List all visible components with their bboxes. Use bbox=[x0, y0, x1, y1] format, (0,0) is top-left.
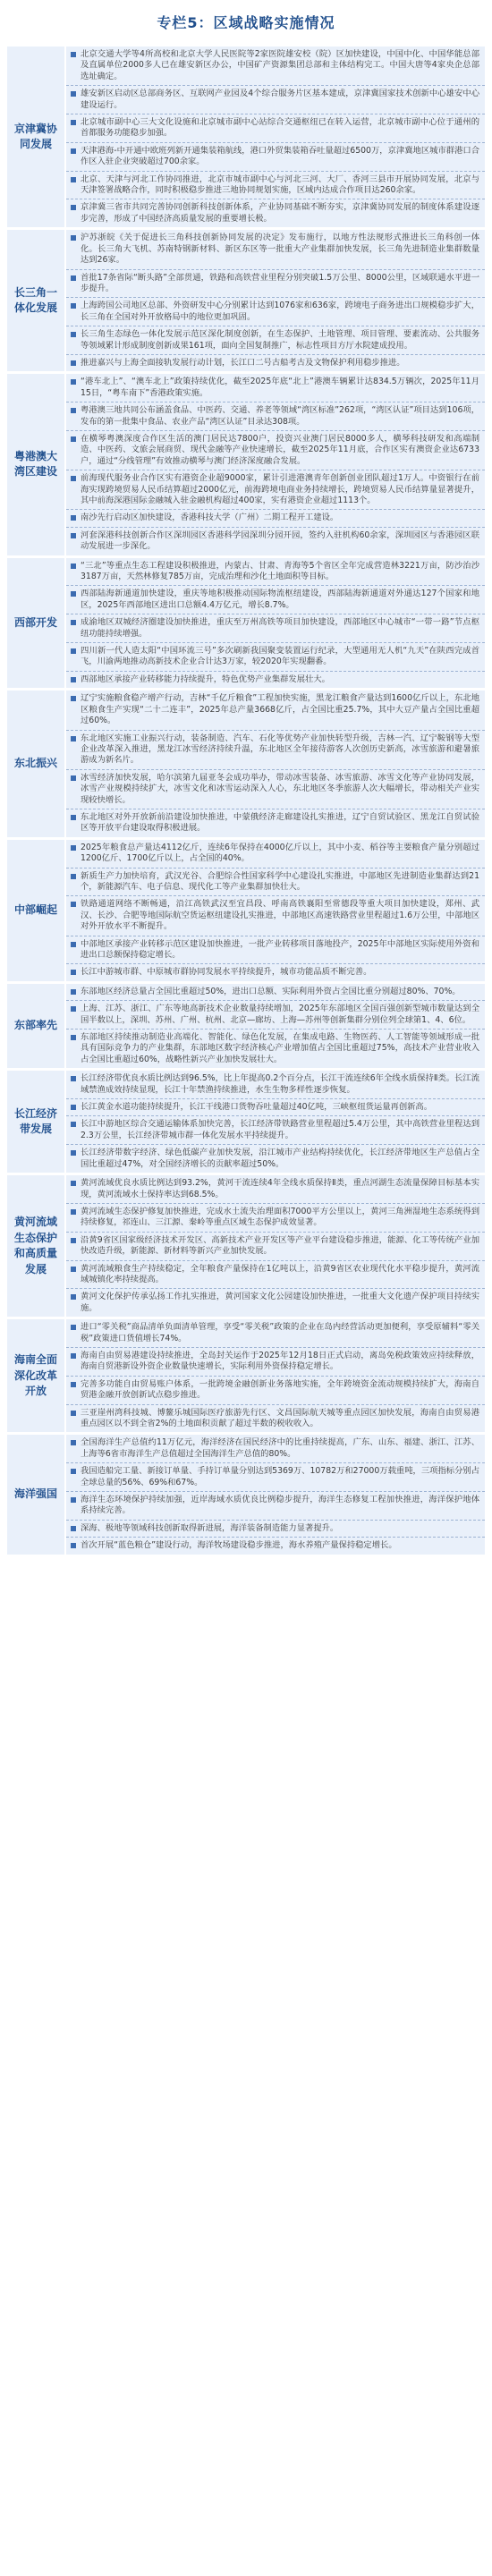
section-items bbox=[66, 374, 485, 555]
square-bullet-icon bbox=[71, 1150, 76, 1156]
region-section bbox=[7, 47, 485, 227]
list-item bbox=[66, 1145, 485, 1173]
section-label: 海南全面深化改革开放 bbox=[7, 1319, 66, 1432]
list-item-text: 前海现代服务业合作区实有港资企业超9000家，累计引进港澳青年创新创业团队超过1万人。中资银行在前海实现跨境贸易人民币结算超过2000亿元，前海跨境电商业务持续增长，跨境贸易人民币结算量显著提升，其中前海深港国际金融城入驻金融机构超过400家，实有港资企业超过1113个。 bbox=[81, 473, 479, 505]
list-item-text: 河套深港科技创新合作区深圳园区香港科学园深圳分园开园，签约入驻机构60余家，深圳园区与香港园区联动发展进一步深化。 bbox=[81, 530, 479, 552]
list-item-text: 长江中游城市群、中原城市群协同发展水平持续提升，城市功能品质不断完善。 bbox=[81, 967, 372, 978]
square-bullet-icon bbox=[71, 1469, 76, 1474]
list-item bbox=[66, 298, 485, 326]
list-item bbox=[66, 643, 485, 672]
square-bullet-icon bbox=[71, 379, 76, 385]
list-item bbox=[66, 510, 485, 527]
list-item-text: 海洋生态环境保护持续加强，近岸海域水质优良比例稳步提升，海洋生态修复工程加快推进，海洋保护地体系持续完善。 bbox=[81, 1495, 479, 1516]
list-item bbox=[66, 431, 485, 470]
list-item bbox=[66, 47, 485, 86]
square-bullet-icon bbox=[71, 1440, 76, 1445]
list-item bbox=[66, 326, 485, 355]
list-item bbox=[66, 1175, 485, 1204]
square-bullet-icon bbox=[71, 942, 76, 947]
square-bullet-icon bbox=[71, 1122, 76, 1127]
region-section bbox=[7, 371, 485, 555]
column-title: 专栏5：区域战略实施情况 bbox=[157, 14, 335, 31]
square-bullet-icon bbox=[71, 1181, 76, 1186]
square-bullet-icon bbox=[71, 52, 76, 57]
list-item-text: 西部陆海新通道加快建设，重庆等地积极推动国际物流枢纽建设，西部陆海新通道对外通达127个国家和地区，2025年西部地区进出口总额4.4万亿元，增长8.7%。 bbox=[81, 589, 479, 610]
square-bullet-icon bbox=[71, 120, 76, 125]
list-item-text: 深海、极地等领域科技创新取得新进展，海洋装备制造能力显著提升。 bbox=[81, 1522, 339, 1533]
region-section bbox=[7, 688, 485, 836]
square-bullet-icon bbox=[71, 677, 76, 682]
square-bullet-icon bbox=[71, 1411, 76, 1416]
list-item-text: 在横琴粤澳深度合作区生活的澳门居民达7800户，投资兴业澳门居民8000多人，横琴科技研发和高端制造、中医药、文旅会展商贸、现代金融等产业快速增长，截至2025年11月底，合作区实有澳资企业达6733户，通过“分线管理”有效推动横琴与澳门经济深度融合发展。 bbox=[81, 433, 479, 466]
list-item-text: 北京城市副中心三大文化设施和北京城市副中心站综合交通枢纽已在转入运营，北京城市副中心位于通州的首都服务功能稳步加强。 bbox=[81, 117, 479, 139]
list-item bbox=[66, 114, 485, 143]
list-item bbox=[66, 1405, 485, 1433]
square-bullet-icon bbox=[71, 736, 76, 741]
list-item bbox=[66, 470, 485, 510]
list-item-text: 铁路通道网络不断畅通，沿江高铁武汉至宜昌段、呼南高铁襄阳至常德段等重大项目加快建设，郑州、武汉、长沙、合肥等地国际航空货运枢纽建设扎实推进，中部地区高速铁路营业里程超过1.6万公里，中部地区对外开放水平不断提升。 bbox=[81, 899, 479, 932]
square-bullet-icon bbox=[71, 970, 76, 975]
square-bullet-icon bbox=[71, 620, 76, 625]
list-item bbox=[66, 770, 485, 809]
list-item-text: 四川新一代人造太阳“中国环流三号”多次刷新我国聚变装置运行纪录，大型通用无人机“九天”在陕西完成首飞，川渝两地推动高新技术企业合计达3万家，较2020年实现翻番。 bbox=[81, 646, 479, 667]
list-item bbox=[66, 984, 485, 1001]
region-section bbox=[7, 837, 485, 981]
section-label: 京津冀协同发展 bbox=[7, 47, 66, 227]
list-item-text: 东北地区对外开放新前沿建设加快推进，中蒙俄经济走廊建设扎实推进，辽宁自贸试验区、黑龙江自贸试验区等开放平台建设取得积极进展。 bbox=[81, 811, 479, 834]
list-item bbox=[66, 230, 485, 269]
list-item bbox=[66, 1289, 485, 1317]
region-section bbox=[7, 1432, 485, 1554]
list-item-text: 中部地区承接产业转移示范区建设加快推进，一批产业转移项目落地投产，2025年中部地区实际使用外资和进出口总额保持稳定增长。 bbox=[81, 938, 479, 960]
list-item bbox=[66, 1538, 485, 1554]
square-bullet-icon bbox=[71, 1543, 76, 1548]
list-item bbox=[66, 964, 485, 980]
list-item bbox=[66, 1001, 485, 1030]
list-item bbox=[66, 1463, 485, 1492]
list-item-text: 成渝地区双城经济圈建设加快推进，重庆至万州高铁等项目加快建设，西部地区中心城市“一带一路”节点枢纽功能持续增强。 bbox=[81, 617, 479, 639]
square-bullet-icon bbox=[71, 1076, 76, 1081]
list-item bbox=[66, 809, 485, 837]
square-bullet-icon bbox=[71, 1035, 76, 1040]
section-items bbox=[66, 840, 485, 981]
region-section bbox=[7, 1068, 485, 1173]
list-item bbox=[66, 586, 485, 614]
list-item-text: 东部地区持续推动制造业高端化、智能化、绿色化发展，在集成电路、生物医药、人工智能等领域形成一批具有国际竞争力的产业集群，东部地区数字经济核心产业增加值占全国比重超过75%，高技术产业营业收入占全国比重超过60%，战略性新兴产业加快发展壮大。 bbox=[81, 1032, 479, 1064]
list-item bbox=[66, 1348, 485, 1377]
square-bullet-icon bbox=[71, 696, 76, 701]
list-item bbox=[66, 672, 485, 688]
section-label: 长江经济带发展 bbox=[7, 1071, 66, 1173]
list-item bbox=[66, 143, 485, 172]
list-item-text: 黄河文化保护传承弘扬工作扎实推进，黄河国家文化公园建设加快推进，一批重大文化遗产保护项目持续实施。 bbox=[81, 1292, 479, 1313]
list-item bbox=[66, 1099, 485, 1116]
list-item-text: 黄河流域生态保护修复加快推进，完成水土流失治理面积7000平方公里以上，黄河三角洲湿地生态系统得到持续修复，祁连山、三江源、秦岭等重点区域生态保护成效显著。 bbox=[81, 1206, 479, 1228]
sections-table bbox=[7, 47, 485, 1555]
list-item-text: 首批17条省际“断头路”全部贯通，铁路和高铁营业里程分别突破1.5万公里、8000公里，区域联通水平进一步提升。 bbox=[81, 272, 479, 293]
section-label: 长三角一体化发展 bbox=[7, 230, 66, 371]
list-item-text: 长三角生态绿色一体化发展示范区深化制度创新，在生态保护、土地管理、项目管理、要素流动、公共服务等领域累计形成制度创新成果161项，面向全国复制推广，标志性项目方厅水院建成投用。 bbox=[81, 329, 479, 351]
section-items bbox=[66, 1175, 485, 1317]
square-bullet-icon bbox=[71, 564, 76, 569]
square-bullet-icon bbox=[71, 360, 76, 366]
square-bullet-icon bbox=[71, 1267, 76, 1272]
square-bullet-icon bbox=[71, 902, 76, 907]
section-items bbox=[66, 1319, 485, 1432]
list-item-text: 上海跨国公司地区总部、外资研发中心分别累计达到1076家和636家，跨境电子商务进出口规模稳步扩大，长三角在全国对外开放格局中的地位更加巩固。 bbox=[81, 301, 479, 322]
section-label: 东北振兴 bbox=[7, 691, 66, 836]
list-item-text: 2025年粮食总产量达4112亿斤，连续6年保持在4000亿斤以上，其中小麦、稻谷等主要粮食产量分别超过1200亿斤、1700亿斤以上，占全国的40%。 bbox=[81, 842, 479, 864]
square-bullet-icon bbox=[71, 177, 76, 182]
square-bullet-icon bbox=[71, 874, 76, 879]
list-item-text: 全国海洋生产总值约11万亿元，海洋经济在国民经济中的比重持续提高，广东、山东、福建、浙江、江苏、上海等6省市海洋生产总值超过全国海洋生产总值的80%。 bbox=[81, 1437, 479, 1459]
list-item bbox=[66, 1377, 485, 1405]
list-item-text: 推进嘉兴与上海全面接轨发展行动计划，长江口二号古船考古及文物保护利用稳步推进。 bbox=[81, 357, 405, 368]
square-bullet-icon bbox=[71, 332, 76, 337]
section-items bbox=[66, 558, 485, 689]
list-item bbox=[66, 840, 485, 869]
list-item-text: “港车北上”、“澳车北上”政策持续优化，截至2025年底“北上”港澳车辆累计达834.5万辆次，2025年11月15日，“粤车南下”香港政策实施。 bbox=[81, 377, 479, 398]
list-item bbox=[66, 402, 485, 431]
square-bullet-icon bbox=[71, 1325, 76, 1330]
list-item-text: 天津港海-中开通中欧班列新开通集装箱航线，港口外贸集装箱吞吐量超过6500万，京津冀地区城市群港口合作区入驻企业突破超过700余家。 bbox=[81, 145, 479, 167]
square-bullet-icon bbox=[71, 533, 76, 538]
section-items bbox=[66, 691, 485, 836]
list-item-text: 雄安新区启动区总部商务区、互联网产业园及4个综合服务片区基本建成，京津冀国家技术创新中心雄安中心建设运行。 bbox=[81, 89, 479, 110]
list-item-text: 北京交通大学等4所高校和北京大学人民医院等2家医院雄安校（院）区加快建设，中国中化、中国华能总部及直属单位2000多人已在雄安新区办公，中国矿产资源集团总部和主体结构完工。中国大唐等4家央企总部选址确定。 bbox=[81, 49, 479, 81]
list-item bbox=[66, 1071, 485, 1099]
list-item-text: 黄河流域优良水质比例达到93.2%，黄河干流连续4年全线水质保持Ⅱ类，重点河湖生态流量保障目标基本实现，黄河流域水土保持率达到68.5%。 bbox=[81, 1178, 479, 1199]
list-item bbox=[66, 1233, 485, 1261]
list-item-text: 沿黄9省区国家级经济技术开发区、高新技术产业开发区等产业平台建设稳步推进，能源、化工等传统产业加快改造升级，新能源、新材料等新兴产业加快发展。 bbox=[81, 1234, 479, 1257]
list-item bbox=[66, 1030, 485, 1068]
list-item-text: 长江经济带数字经济、绿色低碳产业加快发展，沿江城市产业结构持续优化，长江经济带地区生产总值占全国比重超过47%，对全国经济增长的贡献率超过50%。 bbox=[81, 1148, 479, 1169]
list-item-text: 新质生产力加快培育，武汉光谷、合肥综合性国家科学中心建设扎实推进，中部地区先进制造业集群达到21个，新能源汽车、电子信息、现代化工等产业集群加快壮大。 bbox=[81, 870, 479, 892]
square-bullet-icon bbox=[71, 845, 76, 851]
list-item-text: 南沙先行启动区加快建设，香港科技大学（广州）二期工程开工建设。 bbox=[81, 513, 339, 523]
list-item-text: 黄河流域粮食生产持续稳定，全年粮食产量保持在1亿吨以上，沿黄9省区农业现代化水平稳步提升，黄河流域城镇化率持续提高。 bbox=[81, 1263, 479, 1284]
section-items bbox=[66, 984, 485, 1068]
square-bullet-icon bbox=[71, 648, 76, 654]
section-label: 粤港澳大湾区建设 bbox=[7, 374, 66, 555]
square-bullet-icon bbox=[71, 775, 76, 781]
list-item-text: 西部地区承接产业转移能力持续提升，特色优势产业集群发展壮大。 bbox=[81, 674, 330, 684]
square-bullet-icon bbox=[71, 91, 76, 97]
region-section bbox=[7, 1173, 485, 1317]
square-bullet-icon bbox=[71, 303, 76, 309]
section-label: 西部开发 bbox=[7, 558, 66, 689]
square-bullet-icon bbox=[71, 275, 76, 281]
list-item-text: 完善多功能自由贸易账户体系，一批跨境金融创新业务落地实施，全年跨境资金流动规模持续扩大，海南自贸港金融开放创新试点稳步推进。 bbox=[81, 1378, 479, 1401]
square-bullet-icon bbox=[71, 1353, 76, 1359]
list-item bbox=[66, 1261, 485, 1290]
region-section bbox=[7, 555, 485, 689]
list-item-text: 辽宁实施粮食稳产增产行动，吉林“千亿斤粮食”工程加快实施，黑龙江粮食产量达到1600亿斤以上，东北地区粮食生产实现“二十二连丰”，2025年总产量3668亿斤，占全国比重25.7%，其中大豆产量占全国比重超过60%。 bbox=[81, 693, 479, 726]
list-item-text: 沪苏浙皖《关于促进长三角科技创新协同发展的决定》发布施行，以地方性法规形式推进长三角科创一体化。长三角大飞机、苏南特钢新材料、新区东区等一批重大产业集群加快发展，长三角先进制造业集群数量达到26家。 bbox=[81, 233, 479, 266]
list-item-text: 我国造船完工量、新接订单量、手持订单量分别达到5369万、10782万和27000万载重吨，三项指标分别占全球总量的56%、69%和67%。 bbox=[81, 1466, 479, 1487]
section-label: 黄河流域生态保护和高质量发展 bbox=[7, 1175, 66, 1317]
square-bullet-icon bbox=[71, 476, 76, 481]
list-item bbox=[66, 1521, 485, 1538]
list-item-text: 粤港澳三地共同公布涵盖食品、中医药、交通、养老等领域“湾区标准”262项，“湾区认证”项目达到106项，发布的第一批集中食品、农业产品“湾区认证”目录达308项。 bbox=[81, 405, 479, 427]
list-item bbox=[66, 86, 485, 114]
region-section bbox=[7, 227, 485, 371]
list-item bbox=[66, 1319, 485, 1348]
list-item bbox=[66, 1435, 485, 1463]
square-bullet-icon bbox=[71, 408, 76, 413]
list-item bbox=[66, 731, 485, 770]
square-bullet-icon bbox=[71, 205, 76, 210]
list-item bbox=[66, 528, 485, 555]
square-bullet-icon bbox=[71, 1209, 76, 1215]
region-section bbox=[7, 1317, 485, 1432]
list-item-text: 长江经济带优良水质比例达到96.5%，比上年提高0.2个百分点，长江干流连续6年全线水质保持Ⅱ类。长江流域禁渔成效持续显现，长江十年禁渔持续推进，水生生物多样性逐步恢复。 bbox=[81, 1073, 479, 1095]
list-item bbox=[66, 869, 485, 897]
square-bullet-icon bbox=[71, 235, 76, 241]
square-bullet-icon bbox=[71, 1105, 76, 1110]
section-items bbox=[66, 47, 485, 227]
square-bullet-icon bbox=[71, 1497, 76, 1503]
section-label: 海洋强国 bbox=[7, 1435, 66, 1554]
list-item bbox=[66, 558, 485, 587]
list-item-text: 东部地区经济总量占全国比重超过50%，进出口总额、实际利用外资占全国比重分别超过80%、70%。 bbox=[81, 986, 461, 996]
list-item-text: 京津冀三省市共同完善协同创新科技创新体系，产业协同基础不断夯实，京津冀协同发展的制度体系建设逐步完善，形成了中国经济高质量发展的重要增长极。 bbox=[81, 202, 479, 224]
section-items bbox=[66, 1071, 485, 1173]
square-bullet-icon bbox=[71, 815, 76, 820]
list-item-text: 东北地区实施工业振兴行动，装备制造、汽车、石化等优势产业加快转型升级，吉林一汽、辽宁鞍钢等大型企业改革深入推进，黑龙江冰雪经济持续升温，东北地区全年接待游客人次创历史新高，冰雪旅游和避暑旅游成为新名片。 bbox=[81, 733, 479, 766]
list-item bbox=[66, 374, 485, 402]
list-item-text: 三亚崖州湾科技城、博鳌乐城国际医疗旅游先行区、文昌国际航天城等重点园区加快发展，海南自由贸易港重点园区以不到全省2%的土地面积贡献了超过半数的税收收入。 bbox=[81, 1407, 479, 1428]
list-item-text: “三北”等重点生态工程建设积极推进，内蒙古、甘肃、青海等5个省区全年完成营造林3221万亩，防沙治沙3187万亩，天然林修复785万亩，完成治理和沙化土地面积等目标。 bbox=[81, 560, 479, 582]
list-item bbox=[66, 1492, 485, 1521]
list-item-text: 长江黄金水道功能持续提升，长江干线港口货物吞吐量超过40亿吨，三峡枢纽货运量再创新高。 bbox=[81, 1102, 433, 1113]
section-items bbox=[66, 1435, 485, 1554]
list-item bbox=[66, 1116, 485, 1145]
square-bullet-icon bbox=[71, 515, 76, 521]
list-item bbox=[66, 270, 485, 299]
list-item bbox=[66, 691, 485, 730]
list-item-text: 长江中游地区综合交通运输体系加快完善，长江经济带铁路营业里程超过5.4万公里，其中高铁营业里程达到2.3万公里，长江经济带城市群一体化发展水平持续提升。 bbox=[81, 1119, 479, 1140]
list-item-text: 上海、江苏、浙江、广东等地高新技术企业数量持续增加，2025年东部地区全国百强创新型城市数量达到全国半数以上，深圳、苏州、广州、杭州、北京—廊坊、上海—苏州等创新集群分别位列全球第1、4、6位。 bbox=[81, 1004, 479, 1025]
list-item-text: 海南自由贸易港建设持续推进，全岛封关运作于2025年12月18日正式启动，离岛免税政策效应持续释放，海南自贸港新设外资企业数量快速增长，实际利用外资保持稳定增长。 bbox=[81, 1350, 479, 1372]
square-bullet-icon bbox=[71, 989, 76, 995]
list-item bbox=[66, 1204, 485, 1233]
list-item-text: 首次开展“蓝色粮仓”建设行动，海洋牧场建设稳步推进，海水养殖产量保持稳定增长。 bbox=[81, 1540, 397, 1551]
square-bullet-icon bbox=[71, 436, 76, 442]
list-item bbox=[66, 355, 485, 371]
square-bullet-icon bbox=[71, 148, 76, 154]
section-items bbox=[66, 230, 485, 371]
list-item-text: 冰雪经济加快发展，哈尔滨第九届亚冬会成功举办，带动冰雪装备、冰雪旅游、冰雪文化等产业协同发展，冰雪产业规模持续扩大，冰雪文化和冰雪运动深入人心，东北地区冬季旅游人次大幅增长，带动相关产业实现较快增长。 bbox=[81, 772, 479, 805]
square-bullet-icon bbox=[71, 1238, 76, 1243]
list-item-text: 北京、天津与河北工作协同推进，北京市城市副中心与河北三河、大厂、香河三县市开展协同发展，北京与天津签署战略合作，同时积极稳步推进三地协同规划实施，区域内达成合作项目达260余家。 bbox=[81, 174, 479, 196]
list-item-text: 进口“零关税”商品清单负面清单管理，享受“零关税”政策的企业在岛内经营活动更加便利，享受原辅料“零关税”政策进口货值增长74%。 bbox=[81, 1322, 479, 1343]
list-item bbox=[66, 896, 485, 936]
square-bullet-icon bbox=[71, 1526, 76, 1531]
region-section bbox=[7, 981, 485, 1068]
section-label: 东部率先 bbox=[7, 984, 66, 1068]
list-item bbox=[66, 614, 485, 643]
square-bullet-icon bbox=[71, 1294, 76, 1300]
section-label: 中部崛起 bbox=[7, 840, 66, 981]
list-item bbox=[66, 172, 485, 200]
square-bullet-icon bbox=[71, 1382, 76, 1387]
list-item bbox=[66, 936, 485, 965]
list-item bbox=[66, 199, 485, 227]
square-bullet-icon bbox=[71, 1006, 76, 1012]
square-bullet-icon bbox=[71, 591, 76, 597]
